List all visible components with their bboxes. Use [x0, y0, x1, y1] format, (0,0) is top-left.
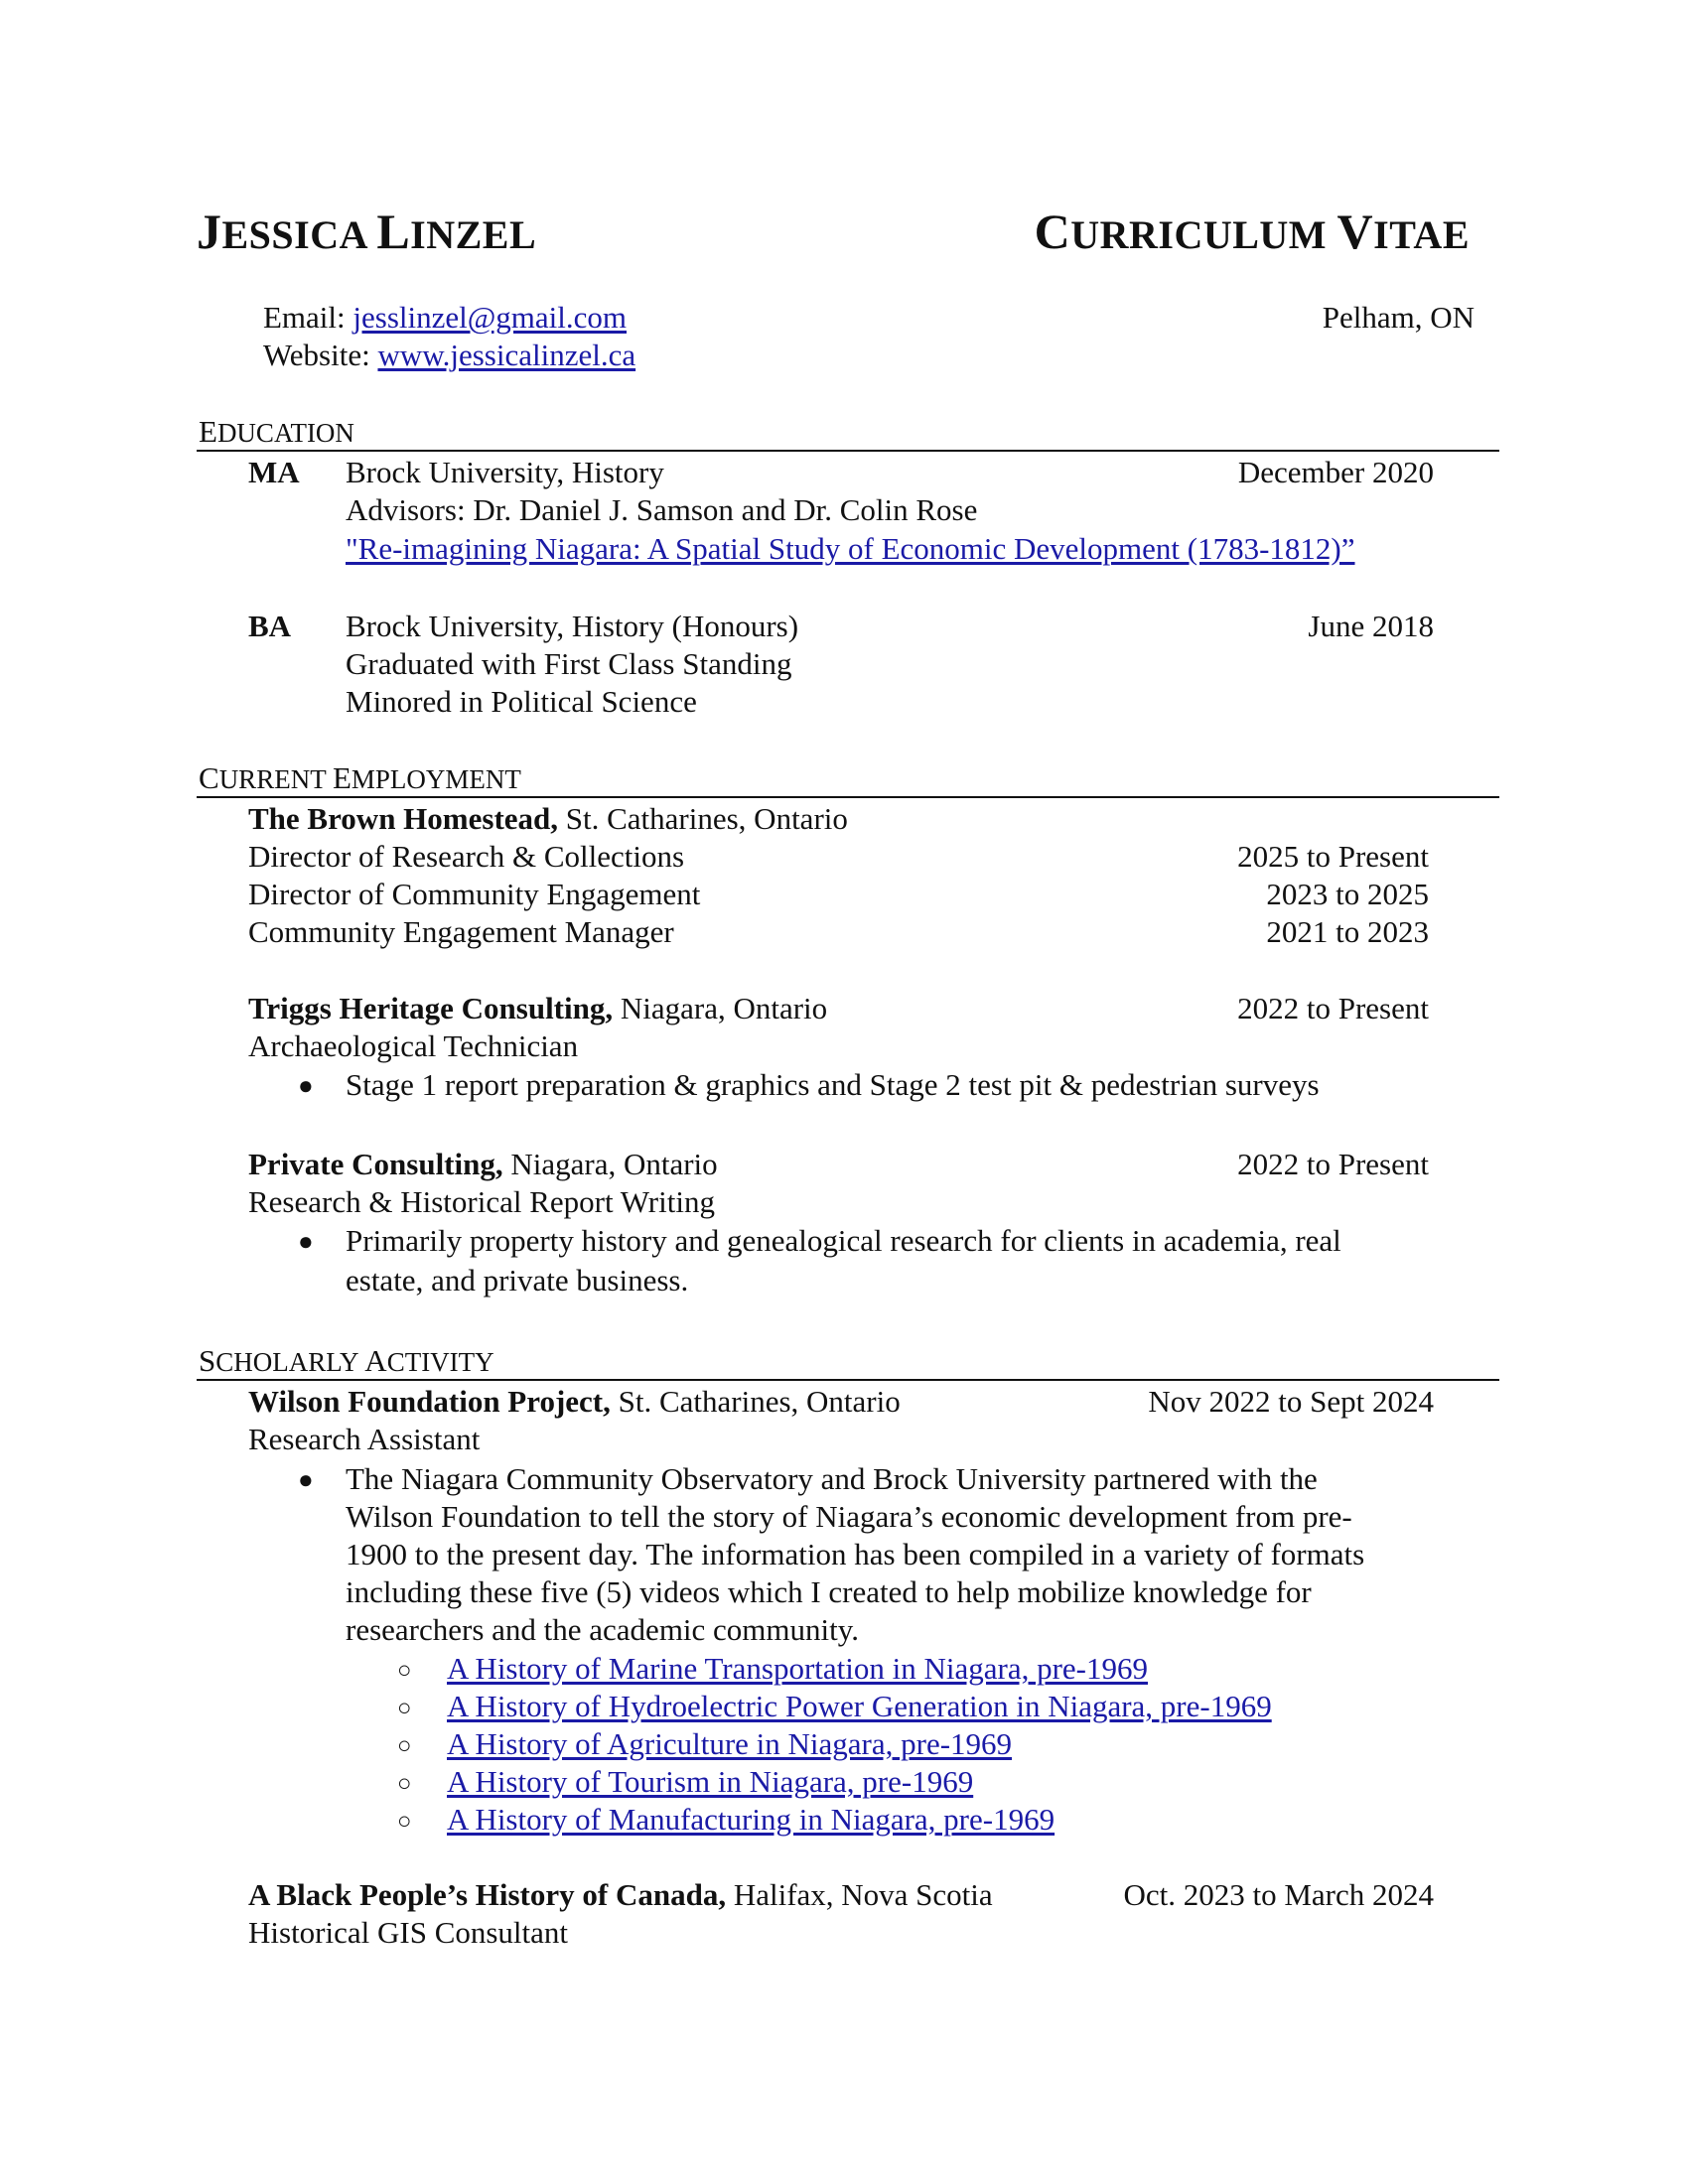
wilson-bullet-line-5: researchers and the academic community. — [346, 1612, 859, 1647]
circle-bullet-icon: ○ — [397, 1809, 412, 1835]
ma-date: December 2020 — [1237, 455, 1434, 489]
cv-name: JESSICA LINZEL — [197, 204, 537, 259]
brown-role-3: Community Engagement Manager — [248, 914, 674, 949]
video-link-marine[interactable]: A History of Marine Transportation in Niagara, pre-1969 — [447, 1651, 1148, 1686]
private-bullet-line-2: estate, and private business. — [346, 1263, 689, 1297]
website-link[interactable]: www.jessicalinzel.ca — [377, 338, 636, 372]
email-link[interactable]: jesslinzel@gmail.com — [352, 300, 628, 335]
triggs-bullet: Stage 1 report preparation & graphics and Stage 2 test pit & pedestrian surveys — [346, 1067, 1320, 1102]
video-link-line-4 — [447, 1763, 973, 1801]
email-line: Email: jesslinzel@gmail.com — [263, 300, 628, 335]
triggs-dates: 2022 to Present — [1237, 991, 1429, 1025]
section-title-education: EDUCATION — [199, 414, 354, 449]
ba-minor: Minored in Political Science — [346, 684, 697, 719]
private-consulting-heading: Private Consulting, Niagara, Ontario — [248, 1147, 718, 1181]
ma-thesis-link[interactable]: "Re-imagining Niagara: A Spatial Study of Economic Development (1783-1812)” — [346, 531, 1355, 566]
section-title-scholarly: SCHOLARLY ACTIVITY — [199, 1343, 494, 1378]
location: Pelham, ON — [1322, 300, 1475, 335]
triggs-role: Archaeological Technician — [248, 1028, 579, 1063]
degree-ma: MA — [248, 455, 300, 489]
bullet-icon: ● — [298, 1071, 314, 1100]
section-rule-education — [197, 450, 1499, 452]
black-history-role: Historical GIS Consultant — [248, 1915, 569, 1950]
video-link-line-1 — [447, 1650, 1148, 1688]
section-title-employment: CURRENT EMPLOYMENT — [199, 760, 521, 795]
section-rule-employment — [197, 796, 1499, 798]
video-link-tourism[interactable]: A History of Tourism in Niagara, pre-1969 — [447, 1764, 974, 1799]
section-rule-scholarly — [197, 1379, 1499, 1381]
degree-ba: BA — [248, 609, 292, 643]
circle-bullet-icon: ○ — [397, 1658, 412, 1684]
ma-advisors: Advisors: Dr. Daniel J. Samson and Dr. Colin Rose — [346, 492, 978, 527]
wilson-bullet-line-1: The Niagara Community Observatory and Brock University partnered with the — [346, 1461, 1318, 1496]
video-link-hydroelectric[interactable]: A History of Hydroelectric Power Generation in Niagara, pre-1969 — [447, 1689, 1272, 1723]
website-line: Website: www.jessicalinzel.ca — [263, 338, 636, 372]
brown-role-1-dates: 2025 to Present — [1237, 839, 1429, 874]
brown-homestead-heading: The Brown Homestead, St. Catharines, Ontario — [248, 801, 848, 836]
wilson-bullet-line-3: 1900 to the present day. The information has been compiled in a variety of formats — [346, 1537, 1365, 1571]
ba-institution: Brock University, History (Honours) — [346, 609, 799, 643]
circle-bullet-icon: ○ — [397, 1771, 412, 1797]
black-history-dates: Oct. 2023 to March 2024 — [1123, 1877, 1434, 1912]
brown-role-2: Director of Community Engagement — [248, 877, 701, 911]
ma-institution: Brock University, History — [346, 455, 664, 489]
black-history-heading: A Black People’s History of Canada, Halifax, Nova Scotia — [248, 1877, 993, 1912]
triggs-heading: Triggs Heritage Consulting, Niagara, Ontario — [248, 991, 828, 1025]
video-link-line-5 — [447, 1801, 1055, 1839]
wilson-dates: Nov 2022 to Sept 2024 — [1148, 1384, 1434, 1419]
wilson-bullet-line-4: including these five (5) videos which I created to help mobilize knowledge for — [346, 1574, 1312, 1609]
brown-role-1: Director of Research & Collections — [248, 839, 685, 874]
bullet-icon: ● — [298, 1465, 314, 1494]
private-bullet-line-1: Primarily property history and genealogical research for clients in academia, real — [346, 1223, 1341, 1258]
video-link-manufacturing[interactable]: A History of Manufacturing in Niagara, pre-1969 — [447, 1802, 1055, 1837]
circle-bullet-icon: ○ — [397, 1733, 412, 1759]
private-consulting-role: Research & Historical Report Writing — [248, 1184, 715, 1219]
wilson-heading: Wilson Foundation Project, St. Catharines, Ontario — [248, 1384, 901, 1419]
brown-role-3-dates: 2021 to 2023 — [1266, 914, 1429, 949]
private-consulting-dates: 2022 to Present — [1237, 1147, 1429, 1181]
wilson-bullet-line-2: Wilson Foundation to tell the story of Niagara’s economic development from pre- — [346, 1499, 1352, 1534]
circle-bullet-icon: ○ — [397, 1696, 412, 1721]
video-link-agriculture[interactable]: A History of Agriculture in Niagara, pre-1969 — [447, 1726, 1013, 1761]
ma-thesis-link-line — [346, 530, 1355, 568]
brown-role-2-dates: 2023 to 2025 — [1266, 877, 1429, 911]
ba-date: June 2018 — [1308, 609, 1434, 643]
bullet-icon: ● — [298, 1227, 314, 1256]
wilson-role: Research Assistant — [248, 1422, 481, 1456]
video-link-line-3 — [447, 1725, 1012, 1763]
cv-title: CURRICULUM VITAE — [1034, 204, 1470, 259]
video-link-line-2 — [447, 1688, 1272, 1725]
ba-standing: Graduated with First Class Standing — [346, 646, 792, 681]
